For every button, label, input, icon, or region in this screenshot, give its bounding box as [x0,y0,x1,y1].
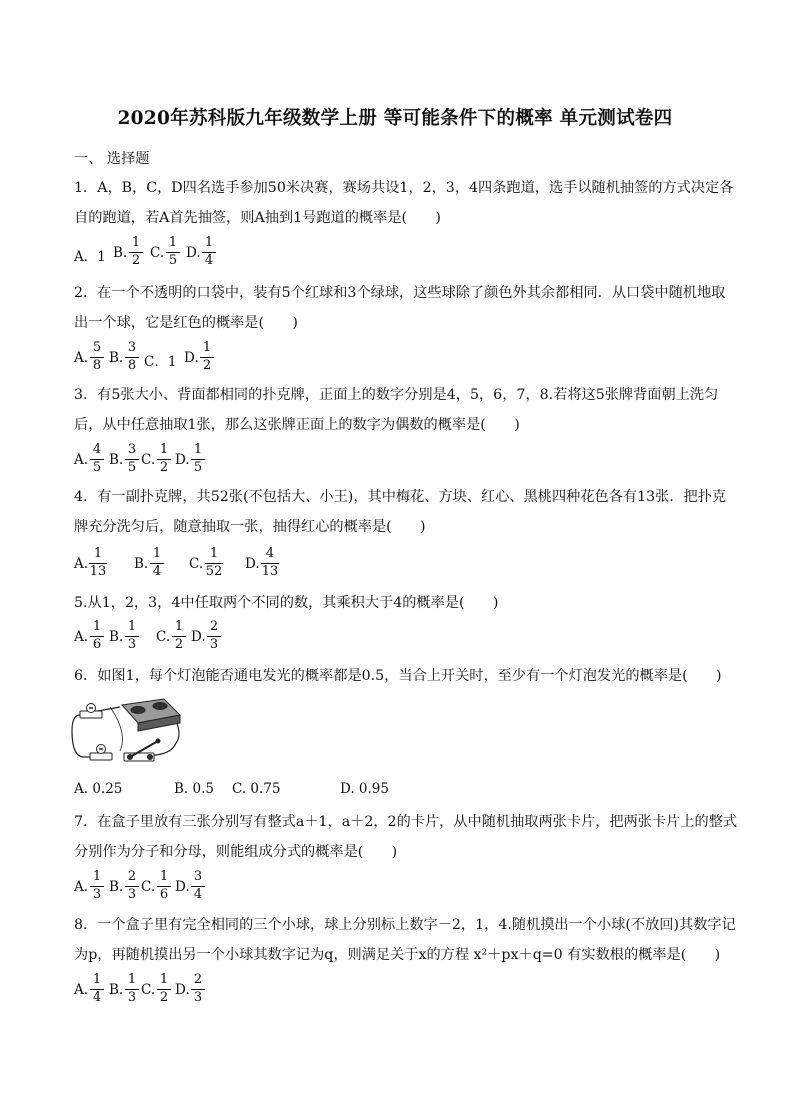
question-text: 4．有一副扑克牌，共52张(不包括大、小王)，其中梅花、方块、红心、黑桃四种花色各有13张．把扑克 [74,489,727,505]
battery-icon [122,699,180,731]
bulb-icon [80,704,102,719]
switch-icon [124,739,160,761]
section-heading: 一、 选择题 [74,151,150,167]
question-text: 5.从1，2，3，4中任取两个不同的数，其乘积大于4的概率是( ) [74,595,499,611]
bulb-icon [90,745,112,761]
document-page: 2020年苏科版九年级数学上册 等可能条件下的概率 单元测试卷四 一、 选择题 1．A，B，C，D四名选手参加50米决赛，赛场共设1，2，3，4四条跑道，选手以随机抽签的方式决定各 自的跑道，若A首先抽签，则A抽到1号跑道的概率是( ) A．1 B. 1 2 C. 1 5 D. 1 4 2．在一个不透明的口袋中，装有5个红球和3个绿球，这些球除了颜色外其余都相同．从口袋中随机地取 出一个球，它是红色的概率是( ) A. 5 8 B. 3 8 C．1 D. 1 2 3．有5张大小、背面都相同的扑克牌，正面上的数字分别是4，5，6，7，8.若将这5张牌背面朝上洗匀 后，从中任意抽取1张，那么这张牌正面上的数字为偶数的概率是( ) A. 4 5 B. 3 5 C. 1 2 D. 1 5 4．有一副扑克牌，共52张(不包括大、小王)，其中梅花、方块、红心、黑桃四种花色各有13张．把扑克 牌充分洗匀后，随意抽取一张，抽得红心的概率是( ) A. 1 13 B. 1 4 C. 1 52 D. 4 13 5.从1，2，3，4中任取两个不同的数，其乘积大于4的概率是( ) A. 1 6 B. 1 3 C. 1 2 D. 2 3 6．如图1，每个灯泡能否通电发光的概率都是0.5，当合上开关时，至少有一个灯泡发光的概率是( ) A. 0.25 B. 0.5 C. 0.75 D. 0.95 7．在盒子里放有三张分别写有整式a＋1，a＋2，2的卡片，从中随机抽取两张卡片，把两张卡片上的整式 分别作为分子和分母，则能组成分式的概率是( ) A. 1 3 B. 2 3 C. 1 6 D. 3 4 8．一个盒子里有完全相同的三个小球，球上分别标上数字－2，1，4.随机摸出一个小球(不放回)其数字记 为p，再随机摸出另一个小球其数字记为q，则满足关于x的方程 x²＋px＋q=0 有实数根的概率是( ) A. 1 4 B. 1 3 C. 1 2 D. 2 3 [0,0,790,1119]
question-text: 1．A，B，C，D四名选手参加50米决赛，赛场共设1，2，3，4四条跑道，选手以随机抽签的方式决定各 [74,180,734,196]
question-text: 自的跑道，若A首先抽签，则A抽到1号跑道的概率是( ) [74,210,441,226]
question-text: 后，从中任意抽取1张，那么这张牌正面上的数字为偶数的概率是( ) [74,417,520,433]
question-text: 3．有5张大小、背面都相同的扑克牌，正面上的数字分别是4，5，6，7，8.若将这5张牌背面朝上洗匀 [74,387,719,403]
page-title: 2020年苏科版九年级数学上册 等可能条件下的概率 单元测试卷四 [117,108,673,129]
question-text: 牌充分洗匀后，随意抽取一张，抽得红心的概率是( ) [74,519,426,535]
question-text: 2．在一个不透明的口袋中，装有5个红球和3个绿球，这些球除了颜色外其余都相同．从口袋中随机地取 [74,285,726,301]
question-text: 出一个球，它是红色的概率是( ) [74,315,298,331]
question-text: 为p，再随机摸出另一个小球其数字记为q，则满足关于x的方程 x²＋px＋q=0 有实数根的概率是( ) [74,947,721,963]
question-text: 分别作为分子和分母，则能组成分式的概率是( ) [74,844,398,860]
question-text: 7．在盒子里放有三张分别写有整式a＋1，a＋2，2的卡片，从中随机抽取两张卡片，把两张卡片上的整式 [74,814,738,830]
circuit-figure [68,695,188,775]
question-text: 8．一个盒子里有完全相同的三个小球，球上分别标上数字－2，1，4.随机摸出一个小球(不放回)其数字记 [74,917,736,933]
question-text: 6．如图1，每个灯泡能否通电发光的概率都是0.5，当合上开关时，至少有一个灯泡发光的概率是( ) [74,668,722,684]
